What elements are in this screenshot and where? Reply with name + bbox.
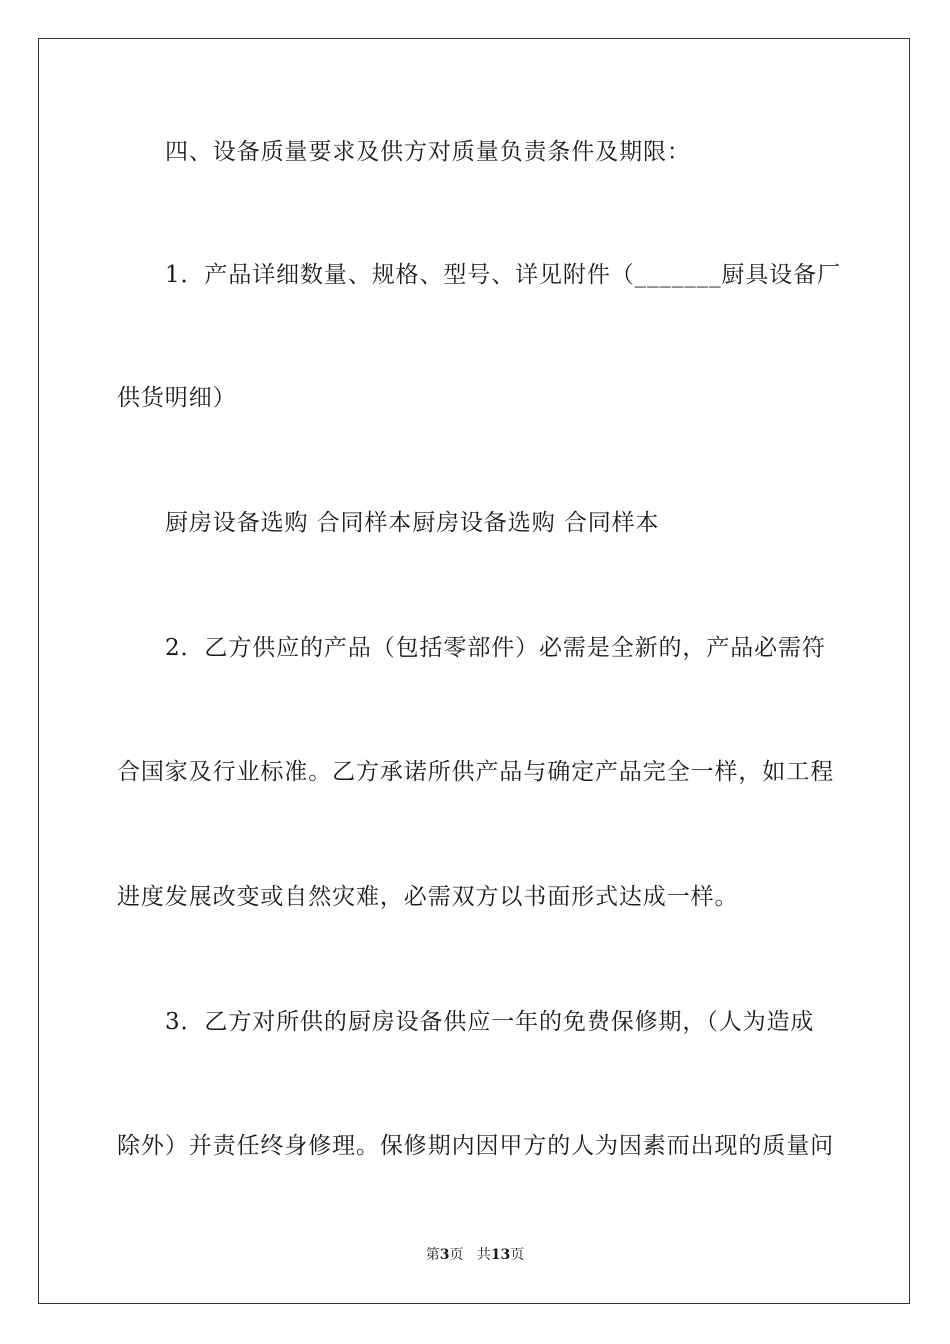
paragraph-line: 2．乙方供应的产品（包括零部件）必需是全新的，产品必需符 [165,635,826,661]
paragraph-line: 1．产品详细数量、规格、型号、详见附件（_______厨具设备厂 [165,262,841,288]
page-footer [0,1246,950,1264]
paragraph-line: 3．乙方对所供的厨房设备供应一年的免费保修期，（人为造成 [165,1009,815,1035]
page-border [38,38,910,1304]
paragraph-line: 进度发展改变或自然灾难，必需双方以书面形式达成一样。 [117,884,739,910]
paragraph-line: 厨房设备选购 合同样本厨房设备选购 合同样本 [165,510,660,536]
total-page-number: 13 [490,1247,511,1263]
section-heading: 四、设备质量要求及供方对质量负责条件及期限： [165,139,691,165]
page-prefix: 第 [425,1247,440,1263]
paragraph-line: 合国家及行业标准。乙方承诺所供产品与确定产品完全一样，如工程 [117,759,834,785]
page-suffix: 页 共 [449,1247,491,1263]
paragraph-line: 供货明细） [117,385,237,411]
total-suffix: 页 [510,1247,525,1263]
current-page-number: 3 [439,1247,450,1263]
paragraph-line: 除外）并责任终身修理。保修期内因甲方的人为因素而出现的质量问 [117,1133,834,1159]
